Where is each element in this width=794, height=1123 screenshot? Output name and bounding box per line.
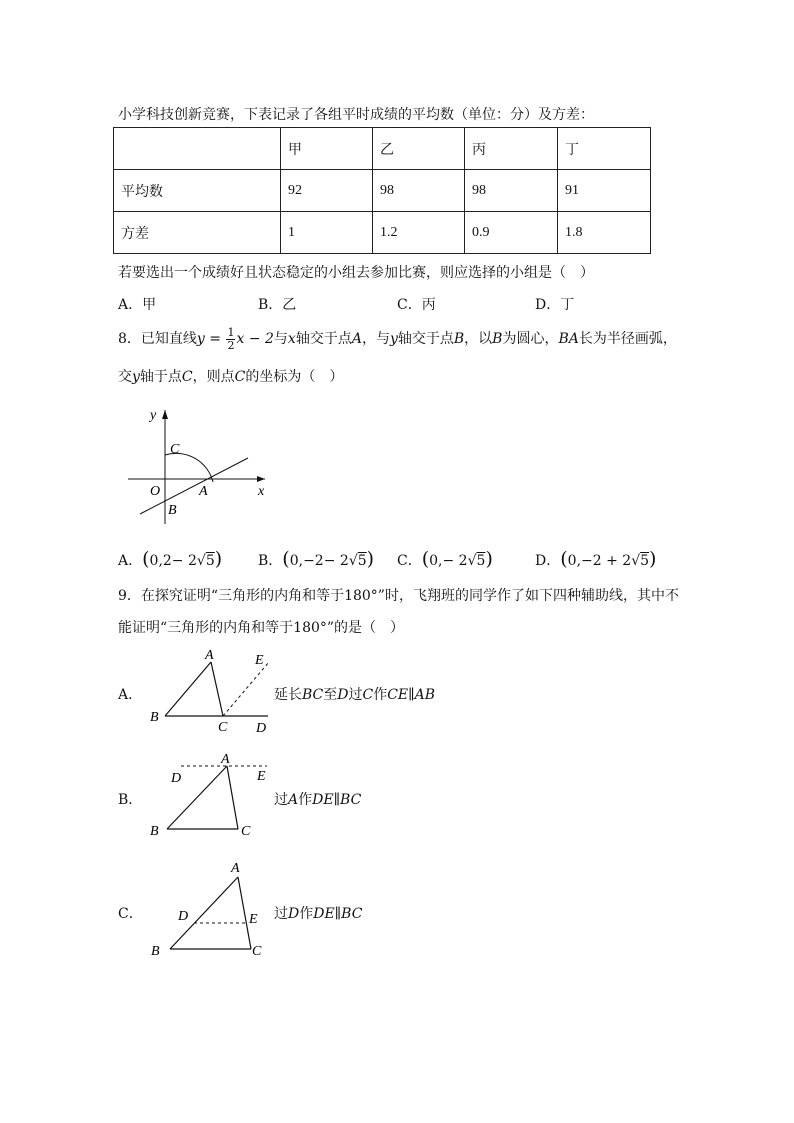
fraction-numerator: 1: [227, 325, 235, 339]
math-var: y: [132, 369, 140, 385]
table-cell: 0.9: [465, 212, 558, 254]
q8-option-b[interactable]: B．(0,−2− 2√5): [258, 548, 375, 570]
q8-option-a[interactable]: A．(0,2− 2√5): [118, 548, 223, 570]
math-var: D: [288, 906, 300, 922]
q8-line1: [118, 326, 677, 352]
q7-option-d[interactable]: [535, 294, 574, 314]
math-var: DE∥BC: [312, 792, 362, 808]
table-cell: 1.2: [373, 212, 465, 254]
radicand: 5: [476, 553, 486, 569]
option-expr: 0,−2 + 2: [567, 553, 632, 569]
text: 轴交于点: [295, 331, 352, 347]
label-a: A: [205, 648, 214, 663]
side-ba: [165, 662, 211, 716]
math-var: DE∥BC: [313, 906, 363, 922]
q8-line2: [118, 366, 343, 386]
label-a: A: [231, 861, 240, 876]
label-b: B: [168, 503, 177, 518]
table-row: [114, 212, 651, 254]
math-var: CE∥AB: [387, 687, 436, 703]
text: 作: [298, 792, 313, 808]
label-b: B: [150, 710, 159, 725]
math-var: y: [389, 331, 398, 347]
table-cell: 乙: [373, 128, 465, 170]
option-expr: 0,− 2: [429, 553, 468, 569]
q7-option-a[interactable]: [118, 294, 156, 314]
label-c: C: [218, 720, 228, 735]
table-row: [114, 170, 651, 212]
text: ，则点: [192, 369, 235, 385]
q9-line1: 9．在探究证明“三角形的内角和等于180°”时，飞翔班的同学作了如下四种辅助线，其中不: [118, 588, 679, 604]
table-header-row: [114, 128, 651, 170]
q9-option-c-desc: [274, 903, 362, 923]
fraction: [226, 327, 235, 352]
radicand: 5: [640, 553, 650, 569]
paren-right: ): [366, 548, 375, 570]
math-expr: x − 2: [236, 331, 274, 347]
q8-option-c[interactable]: C．(0,− 2√5): [397, 548, 493, 570]
q9-option-b-desc: [274, 789, 361, 809]
table-cell: 92: [281, 170, 373, 212]
math-var: C: [234, 369, 246, 385]
table-cell: 丁: [558, 128, 651, 170]
text: 的坐标为（ ）: [245, 369, 344, 385]
option-expr: 0,2− 2: [149, 553, 197, 569]
label-a: A: [199, 484, 208, 499]
table-cell: 方差: [114, 212, 281, 254]
text: 过: [274, 792, 288, 808]
option-letter: C．: [397, 553, 422, 569]
text: 长为半径画弧，: [578, 331, 677, 347]
q9-option-a-figure: [145, 648, 275, 736]
math-var: BC: [302, 687, 324, 703]
q7-option-c[interactable]: [397, 294, 436, 314]
option-text: 丙: [421, 297, 436, 313]
q7-question: 若要选出一个成绩好且状态稳定的小组去参加比赛，则应选择的小组是（ ）: [118, 265, 594, 281]
math-var: A: [288, 792, 299, 808]
math-var: B: [453, 331, 465, 347]
text: ，与: [361, 331, 390, 347]
label-e: E: [255, 653, 264, 668]
table-cell: 98: [373, 170, 465, 212]
text: 已知直线: [140, 331, 197, 347]
q7-option-b[interactable]: [258, 294, 296, 314]
table-cell: 91: [558, 170, 651, 212]
label-c: C: [241, 824, 251, 839]
label-d: D: [256, 721, 267, 736]
q9-option-a-desc: [274, 684, 435, 704]
option-letter: D．: [535, 553, 561, 569]
q9-option-c-figure: [145, 855, 275, 960]
option-letter: B．: [258, 297, 283, 313]
table-cell: [114, 128, 281, 170]
option-letter: A．: [118, 297, 143, 313]
label-d: D: [171, 771, 182, 786]
table-cell: 1.8: [558, 212, 651, 254]
option-letter: A．: [118, 553, 143, 569]
table-cell: 甲: [281, 128, 373, 170]
q8-coordinate-figure: [120, 402, 280, 532]
label-e: E: [257, 769, 266, 784]
side-ac: [211, 662, 223, 716]
option-letter: C．: [397, 297, 422, 313]
side-ac: [227, 766, 238, 829]
math-var: D: [337, 687, 349, 703]
label-y: y: [150, 408, 157, 423]
label-x: x: [258, 484, 265, 499]
label-b: B: [151, 944, 160, 959]
label-a: A: [221, 752, 230, 767]
label-d: D: [178, 909, 189, 924]
text: 与: [273, 331, 288, 347]
q8-option-d[interactable]: D．(0,−2 + 2√5): [535, 548, 657, 570]
text: ，以: [464, 331, 493, 347]
math-var: C: [362, 687, 374, 703]
paren-left: (: [560, 548, 568, 570]
paren-left: (: [282, 548, 290, 570]
scores-table: [113, 127, 651, 254]
q9-option-b-letter[interactable]: B．: [118, 792, 143, 808]
math-var: y: [196, 331, 205, 347]
text: 过: [274, 906, 288, 922]
math-var: x: [287, 331, 296, 347]
text: 交: [118, 369, 132, 385]
label-c: C: [252, 944, 262, 959]
math-var: A: [351, 331, 362, 347]
text: 轴于点: [139, 369, 182, 385]
paren-left: (: [421, 548, 430, 570]
text: 延长: [274, 687, 302, 703]
paren-right: ): [214, 548, 223, 570]
radicand: 5: [205, 553, 215, 569]
table-cell: 丙: [465, 128, 558, 170]
option-expr: 0,−2− 2: [289, 553, 349, 569]
arc: [165, 453, 213, 482]
q9-option-a-letter[interactable]: A．: [118, 687, 143, 703]
paren-right: ): [649, 548, 657, 570]
math-op: =: [204, 331, 226, 347]
text: 过: [348, 687, 363, 703]
q9-option-c-letter[interactable]: C．: [118, 906, 143, 922]
text: 为圆心，: [502, 331, 559, 347]
q9-line2: 能证明“三角形的内角和等于180°”的是（ ）: [118, 620, 405, 636]
text: 至: [323, 687, 338, 703]
option-text: 丁: [560, 297, 575, 313]
text: 轴交于点: [397, 331, 454, 347]
label-e: E: [249, 912, 258, 927]
table-cell: 1: [281, 212, 373, 254]
text: 作: [299, 906, 314, 922]
y-axis-arrow-icon: [162, 410, 168, 419]
radicand: 5: [357, 553, 367, 569]
math-var: B: [492, 331, 503, 347]
q7-intro: 小学科技创新竞赛，下表记录了各组平时成绩的平均数（单位：分）及方差：: [118, 107, 594, 123]
label-b: B: [150, 824, 159, 839]
text: 作: [373, 687, 388, 703]
question-number: 8．: [118, 331, 141, 347]
label-c: C: [170, 442, 180, 457]
option-text: 乙: [282, 297, 297, 313]
math-var: BA: [558, 331, 579, 347]
fraction-denominator: 2: [227, 338, 235, 352]
q9-option-b-figure: [145, 750, 275, 842]
aux-line-ce: [223, 662, 269, 716]
label-o: O: [150, 484, 161, 499]
paren-right: ): [485, 548, 493, 570]
table-cell: 平均数: [114, 170, 281, 212]
option-letter: B．: [258, 553, 283, 569]
option-letter: D．: [535, 297, 561, 313]
paren-left: (: [142, 548, 150, 570]
option-text: 甲: [142, 297, 157, 313]
math-var: C: [181, 369, 193, 385]
table-cell: 98: [465, 170, 558, 212]
x-axis-arrow-icon: [257, 476, 265, 482]
